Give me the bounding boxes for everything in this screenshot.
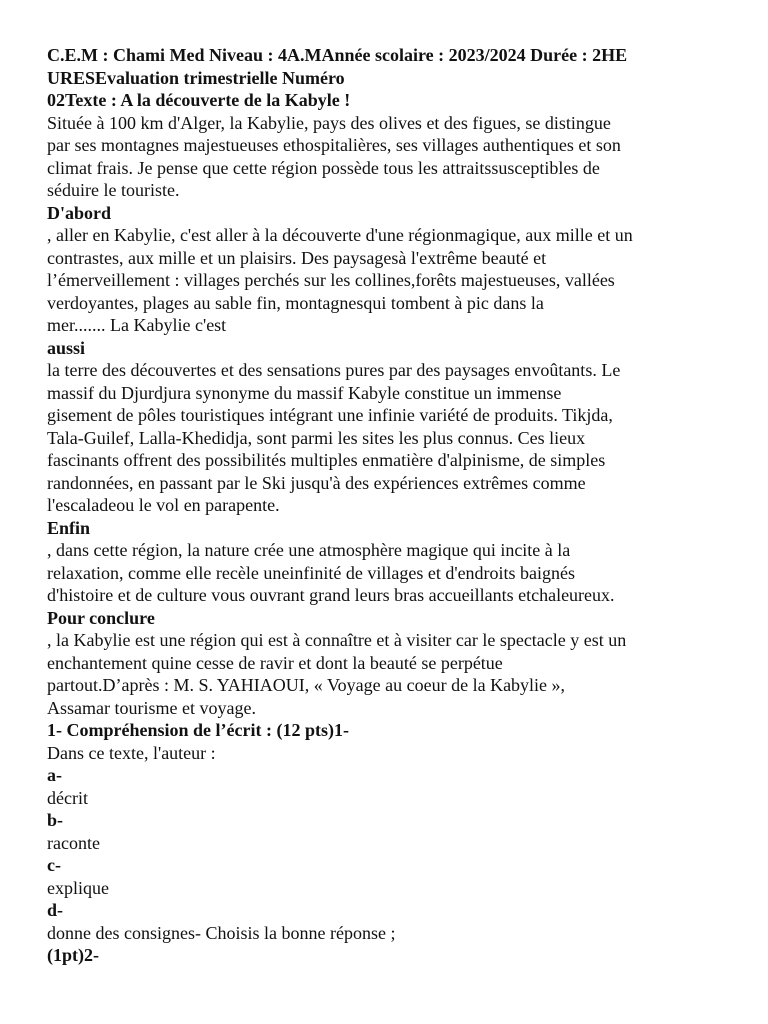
text-line: Tala-Guilef, Lalla-Khedidja, sont parmi les sites les plus connus. Ces lieux <box>47 427 586 448</box>
text-line: Assamar tourisme et voyage. <box>47 697 256 718</box>
text-line: relaxation, comme elle recèle uneinfinité de villages et d'endroits baignés <box>47 562 576 583</box>
heading-line: URESEvaluation trimestrielle Numéro <box>47 67 345 88</box>
heading-line: aussi <box>47 337 86 358</box>
text-line: Située à 100 km d'Alger, la Kabylie, pays des olives et des figues, se distingue <box>47 112 611 133</box>
text-line: donne des consignes- Choisis la bonne réponse ; <box>47 922 396 943</box>
text-line: randonnées, en passant par le Ski jusqu'à des expériences extrêmes comme <box>47 472 586 493</box>
text-line: l’émerveillement : villages perchés sur les collines,forêts majestueuses, vallées <box>47 270 615 290</box>
heading-line: C.E.M : Chami Med Niveau : 4A.MAnnée scolaire : 2023/2024 Durée : 2HE <box>47 45 628 65</box>
text-line: verdoyantes, plages au sable fin, montagnesqui tombent à pic dans la <box>47 292 544 313</box>
text-line: fascinants offrent des possibilités multiples enmatière d'alpinisme, de simples <box>47 450 606 470</box>
text-line: mer....... La Kabylie c'est <box>47 315 227 335</box>
heading-line: D'abord <box>47 202 112 223</box>
heading-line: Pour conclure <box>47 607 155 628</box>
text-line: l'escaladeou le vol en parapente. <box>47 495 280 515</box>
text-line: par ses montagnes majestueuses ethospitalières, ses villages authentiques et son <box>47 135 621 155</box>
heading-line: d- <box>47 900 64 920</box>
heading-line: (1pt)2- <box>47 945 99 965</box>
text-line: partout.D’après : M. S. YAHIAOUI, « Voyage au coeur de la Kabylie », <box>47 675 566 695</box>
text-line: , la Kabylie est une région qui est à connaître et à visiter car le spectacle y est un <box>47 630 627 650</box>
heading-line: a- <box>47 765 62 785</box>
text-line: Dans ce texte, l'auteur : <box>47 742 216 763</box>
heading-line: 1- Compréhension de l’écrit : (12 pts)1- <box>47 720 349 740</box>
text-line: d'histoire et de culture vous ouvrant grand leurs bras accueillants etchaleureux. <box>47 585 615 605</box>
heading-line: c- <box>47 855 61 875</box>
text-line: , aller en Kabylie, c'est aller à la découverte d'une régionmagique, aux mille et un <box>47 225 633 245</box>
heading-line: 02Texte : A la découverte de la Kabyle ! <box>47 90 351 110</box>
text-line: explique <box>47 877 109 898</box>
text-line: la terre des découvertes et des sensations pures par des paysages envoûtants. Le <box>47 360 621 380</box>
text-line: décrit <box>47 787 88 808</box>
text-line: raconte <box>47 832 100 853</box>
heading-line: b- <box>47 810 64 830</box>
text-line: massif du Djurdjura synonyme du massif Kabyle constitue un immense <box>47 382 562 403</box>
text-line: séduire le touriste. <box>47 180 180 200</box>
text-line: , dans cette région, la nature crée une atmosphère magique qui incite à la <box>47 540 571 560</box>
document-page <box>47 44 727 967</box>
text-line: gisement de pôles touristiques intégrant une infinie variété de produits. Tikjda, <box>47 405 613 425</box>
text-line: contrastes, aux mille et un plaisirs. Des paysagesà l'extrême beauté et <box>47 247 547 268</box>
text-line: climat frais. Je pense que cette région possède tous les attraitssusceptibles de <box>47 157 600 178</box>
text-line: enchantement quine cesse de ravir et dont la beauté se perpétue <box>47 652 503 673</box>
heading-line: Enfin <box>47 517 91 538</box>
